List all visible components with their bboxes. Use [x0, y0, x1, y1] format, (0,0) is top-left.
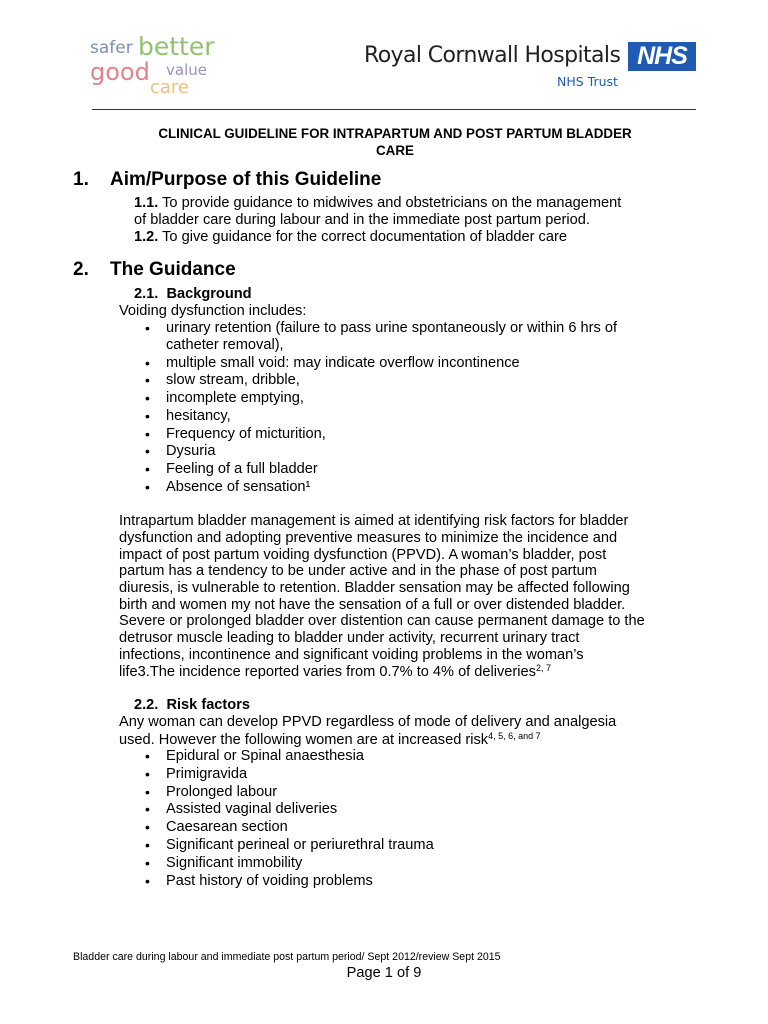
reference-superscript: 2, 7: [535, 663, 551, 673]
section-1-heading: [73, 169, 381, 191]
subsection-2-1-title: Background: [166, 286, 252, 302]
reference-superscript: 4, 5, 6, and 7: [488, 731, 541, 741]
bullet-icon: •: [145, 748, 150, 764]
title-line-1: CLINICAL GUIDELINE FOR INTRAPARTUM AND POST PARTUM BLADDER: [158, 126, 632, 141]
section-2-title: The Guidance: [110, 259, 236, 280]
section-1-number: 1.: [73, 169, 89, 190]
title-line-2: CARE: [376, 143, 414, 158]
paragraph-line: birth and women my not have the sensation of a full or over distended bladder.: [119, 597, 626, 613]
paragraph-line: Intrapartum bladder management is aimed at identifying risk factors for bladder: [119, 513, 629, 529]
bullet-icon: •: [145, 372, 150, 388]
bullet-icon: •: [145, 837, 150, 853]
logo-word-care: care: [150, 77, 190, 98]
bullet-icon: •: [145, 408, 150, 424]
paragraph-line: detrusor muscle leading to bladder under activity, recurrent urinary tract: [119, 630, 580, 646]
bullet-icon: •: [145, 461, 150, 477]
section-1-title: Aim/Purpose of this Guideline: [110, 169, 382, 190]
logo-word-good: good: [90, 58, 150, 86]
paragraph-line: impact of post partum voiding dysfunction (PPVD). A woman’s bladder, post: [119, 547, 607, 563]
bullet-icon: •: [145, 855, 150, 871]
subsection-2-2-number: 2.2.: [134, 697, 159, 713]
logo-word-safer: safer: [90, 38, 133, 58]
footer-note: Bladder care during labour and immediate post partum period/ Sept 2012/review Sept 2015: [73, 951, 501, 963]
paragraph-line: diuresis, is vulnerable to retention. Bladder sensation may be affected following: [119, 580, 630, 596]
bullet-icon: •: [145, 801, 150, 817]
item-1-1-text: To provide guidance to midwives and obstetricians on the management: [158, 195, 622, 211]
bullet-icon: •: [145, 355, 150, 371]
logo-word-value: value: [166, 61, 207, 79]
bullet-icon: •: [145, 320, 150, 336]
page-number: Page 1 of 9: [346, 965, 422, 981]
section-2-heading: [73, 259, 236, 281]
subsection-2-2-title: Risk factors: [166, 697, 250, 713]
bullet-icon: •: [145, 479, 150, 495]
item-1-2-text: To give guidance for the correct documentation of bladder care: [158, 229, 567, 245]
bullet-icon: •: [145, 390, 150, 406]
paragraph-line: Severe or prolonged bladder over distention can cause permanent damage to the: [119, 613, 645, 629]
trust-subtitle: NHS Trust: [557, 74, 618, 89]
paragraph-line: dysfunction and adopting preventive measures to minimize the incidence and: [119, 530, 618, 546]
paragraph-line: infections, incontinence and significant voiding problems in the woman’s: [119, 647, 584, 663]
nhs-logo-badge: NHS: [628, 42, 696, 71]
subsection-2-2-heading: [134, 697, 250, 713]
bullet-icon: •: [145, 819, 150, 835]
voiding-dysfunction-intro: Voiding dysfunction includes:: [119, 303, 307, 319]
safer-better-good-value-care-logo: [90, 34, 230, 98]
paragraph-line: partum has a tendency to be under active and in the phase of post partum: [119, 563, 597, 579]
item-1-1-line-1: [134, 195, 621, 211]
item-1-1-line-2: of bladder care during labour and in the immediate post partum period.: [134, 212, 590, 228]
trust-name: Royal Cornwall Hospitals: [364, 43, 621, 68]
subsection-2-1-heading: [134, 286, 252, 302]
paragraph-line-last: life3.The incidence reported varies from 0.7% to 4% of deliveries$^{2, 7}$: [119, 663, 551, 680]
bullet-icon: •: [145, 426, 150, 442]
risk-intro-line-2: used. However the following women are at increased risk$^{4, 5, 6, and 7}$: [119, 731, 541, 748]
bullet-icon: •: [145, 784, 150, 800]
logo-word-better: better: [138, 32, 215, 61]
risk-intro-line-1: Any woman can develop PPVD regardless of mode of delivery and analgesia: [119, 714, 617, 730]
document-title: [110, 125, 680, 159]
section-2-number: 2.: [73, 259, 89, 280]
item-1-1-number: 1.1.: [134, 195, 159, 211]
bullet-icon: •: [145, 443, 150, 459]
item-1-2-number: 1.2.: [134, 229, 159, 245]
bullet-icon: •: [145, 873, 150, 889]
bullet-icon: •: [145, 766, 150, 782]
subsection-2-1-number: 2.1.: [134, 286, 159, 302]
header-divider: [92, 109, 696, 110]
item-1-2: [134, 229, 567, 245]
